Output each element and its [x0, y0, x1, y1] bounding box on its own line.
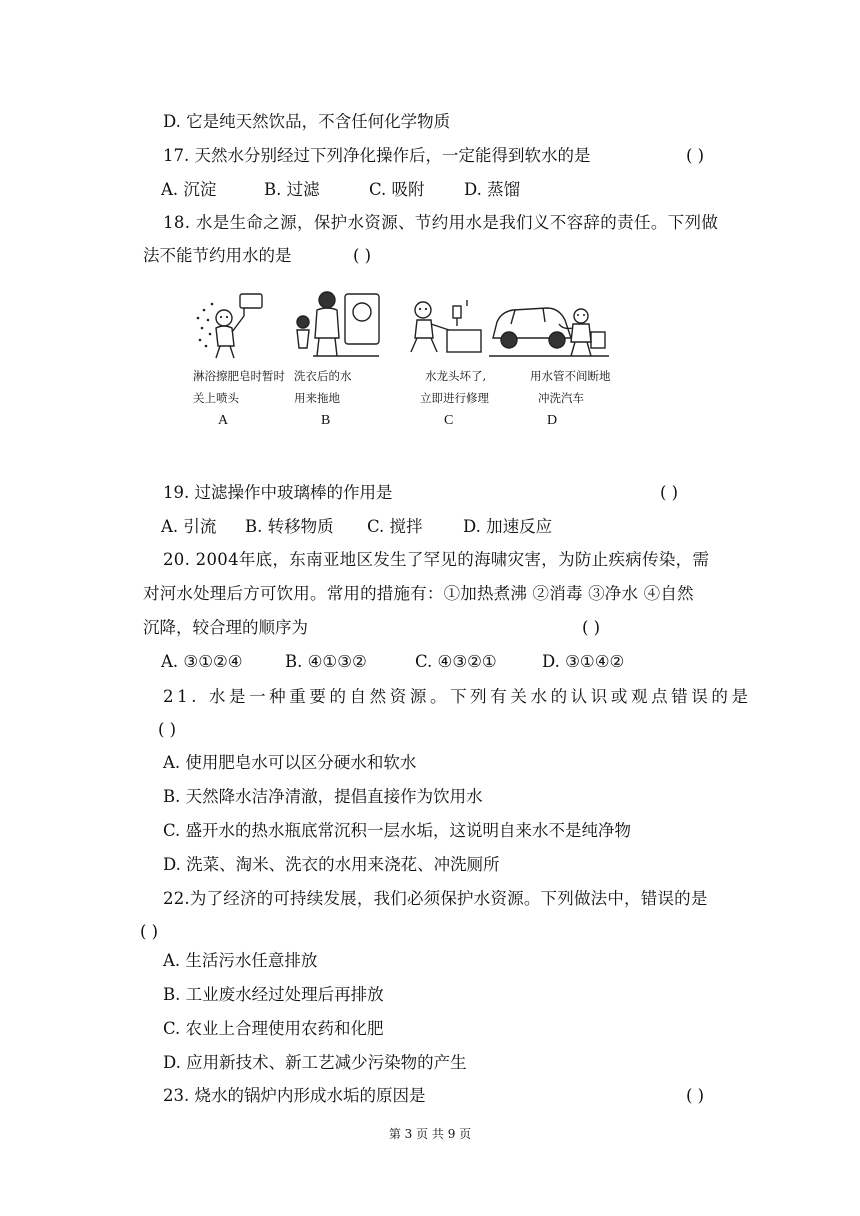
q16-option-d: D. 它是纯天然饮品，不含任何化学物质	[163, 112, 451, 131]
page-footer: 第 3 页 共 9 页	[388, 1127, 472, 1141]
q22-option-c: C. 农业上合理使用农药和化肥	[163, 1019, 384, 1038]
picture-b-caption-line2: 用来拖地	[294, 391, 340, 405]
q18-answer-blank: ( )	[353, 246, 372, 265]
q22-option-b: B. 工业废水经过处理后再排放	[163, 985, 384, 1004]
q18-stem-line1: 18. 水是生命之源，保护水资源、节约用水是我们义不容辞的责任。下列做	[163, 213, 719, 232]
picture-a-label: A	[218, 413, 229, 428]
q22-stem: 22.为了经济的可持续发展，我们必须保护水资源。下列做法中，错误的是	[163, 889, 708, 908]
q19-option-d: D. 加速反应	[463, 517, 553, 536]
q23-stem: 23. 烧水的锅炉内形成水垢的原因是	[163, 1086, 426, 1105]
picture-c-caption-line2: 立即进行修理	[420, 391, 489, 405]
q17-option-c: C. 吸附	[369, 180, 425, 199]
picture-d-caption-line2: 冲洗汽车	[538, 391, 584, 405]
washing-car-illustration	[487, 290, 611, 360]
q20-option-c: C. ④③②①	[415, 652, 497, 671]
q22-answer-blank: ( )	[140, 922, 159, 941]
q20-option-a: A. ③①②④	[161, 652, 243, 671]
q20-answer-blank: ( )	[582, 618, 601, 637]
q21-option-d: D. 洗菜、淘米、洗衣的水用来浇花、冲洗厕所	[163, 855, 500, 874]
q22-option-d: D. 应用新技术、新工艺减少污染物的产生	[163, 1053, 467, 1072]
q20-stem-line3: 沉降，较合理的顺序为	[143, 618, 308, 637]
q19-answer-blank: ( )	[660, 483, 679, 502]
q17-option-b: B. 过滤	[264, 180, 320, 199]
q23-answer-blank: ( )	[686, 1086, 705, 1105]
q21-answer-blank: ( )	[158, 720, 177, 739]
q18-stem-line2: 法不能节约用水的是	[143, 246, 292, 265]
fixing-faucet-illustration	[407, 296, 485, 358]
q17-answer-blank: ( )	[686, 146, 705, 165]
picture-b-label: B	[321, 413, 331, 428]
picture-c-caption-line1: 水龙头坏了,	[425, 369, 487, 383]
q20-stem-line2: 对河水处理后方可饮用。常用的措施有：①加热煮沸 ②消毒 ③净水 ④自然	[143, 584, 694, 603]
q17-option-a: A. 沉淀	[161, 180, 217, 199]
picture-a-caption-line1: 淋浴擦肥皂时暂时	[193, 369, 285, 383]
q21-option-b: B. 天然降水洁净清澈，提倡直接作为饮用水	[163, 787, 483, 806]
q17-stem: 17. 天然水分别经过下列净化操作后，一定能得到软水的是	[163, 146, 591, 165]
q19-option-b: B. 转移物质	[245, 517, 334, 536]
picture-a-caption-line2: 关上喷头	[193, 391, 239, 405]
q21-option-a: A. 使用肥皂水可以区分硬水和软水	[163, 753, 417, 772]
q20-option-b: B. ④①③②	[285, 652, 367, 671]
q20-stem-line1: 20. 2004年底，东南亚地区发生了罕见的海啸灾害，为防止疾病传染，需	[163, 550, 710, 569]
q17-option-d: D. 蒸馏	[464, 180, 521, 199]
q21-option-c: C. 盛开水的热水瓶底常沉积一层水垢，这说明自来水不是纯净物	[163, 821, 632, 840]
q19-option-a: A. 引流	[161, 517, 217, 536]
q20-option-d: D. ③①④②	[542, 652, 625, 671]
q19-stem: 19. 过滤操作中玻璃棒的作用是	[163, 483, 393, 502]
q22-option-a: A. 生活污水任意排放	[163, 951, 318, 970]
picture-d-caption-line1: 用水管不间断地	[530, 369, 611, 383]
q21-stem: 21. 水是一种重要的自然资源。下列有关水的认识或观点错误的是	[163, 687, 752, 706]
shower-person-illustration	[194, 288, 272, 360]
mopping-floor-illustration	[293, 286, 383, 360]
picture-c-label: C	[444, 413, 454, 428]
q19-option-c: C. 搅拌	[367, 517, 423, 536]
picture-d-label: D	[547, 413, 558, 428]
picture-b-caption-line1: 洗衣后的水	[294, 369, 352, 383]
